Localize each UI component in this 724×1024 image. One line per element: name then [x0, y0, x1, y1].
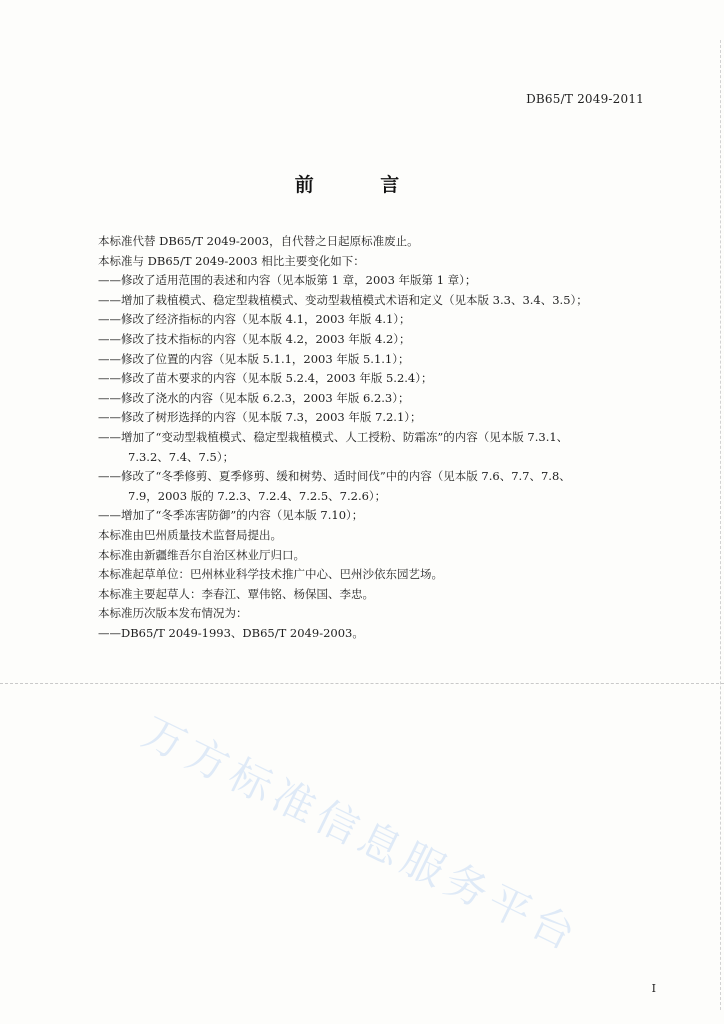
paragraph-line: 本标准与 DB65/T 2049-2003 相比主要变化如下： [98, 253, 365, 268]
scan-dashed-line [0, 683, 724, 684]
list-item: ——修改了树形选择的内容（见本版 7.3，2003 年版 7.2.1）； [98, 410, 422, 425]
list-item-continuation: 7.3.2、7.4、7.5）； [128, 449, 235, 464]
list-item: ——修改了“冬季修剪、夏季修剪、缓和树势、适时间伐”中的内容（见本版 7.6、7.7、7.8、 [98, 469, 571, 484]
paragraph-line: 本标准代替 DB65/T 2049-2003，自代替之日起原标准废止。 [98, 234, 419, 248]
list-item-continuation: 7.9，2003 版的 7.2.3、7.2.4、7.2.5、7.2.6）； [128, 488, 387, 503]
paragraph-line: 本标准起草单位：巴州林业科学技术推广中心、巴州沙依东园艺场。 [98, 567, 443, 582]
list-item: ——增加了“变动型栽植模式、稳定型栽植模式、人工授粉、防霜冻”的内容（见本版 7.3.1、 [98, 429, 569, 444]
list-item: ——修改了苗木要求的内容（见本版 5.2.4，2003 年版 5.2.4）； [98, 371, 433, 386]
page-number: I [651, 982, 656, 995]
paragraph-line: 本标准历次版本发布情况为： [98, 606, 248, 621]
paragraph-line: 本标准由巴州质量技术监督局提出。 [98, 527, 282, 542]
foreword-body [98, 232, 668, 643]
page-title: 前 言 [294, 174, 430, 196]
list-item: ——修改了经济指标的内容（见本版 4.1，2003 年版 4.1）； [98, 312, 411, 327]
list-item: ——增加了“冬季冻害防御”的内容（见本版 7.10）； [98, 508, 364, 523]
list-item: ——修改了位置的内容（见本版 5.1.1，2003 年版 5.1.1）； [98, 351, 410, 366]
document-code: DB65/T 2049-2011 [526, 92, 644, 106]
list-item: ——DB65/T 2049-1993、DB65/T 2049-2003。 [98, 625, 364, 640]
list-item: ——修改了适用范围的表述和内容（见本版第 1 章，2003 年版第 1 章）； [98, 273, 477, 288]
list-item: ——修改了技术指标的内容（见本版 4.2，2003 年版 4.2）； [98, 331, 411, 346]
list-item: ——增加了栽植模式、稳定型栽植模式、变动型栽植模式术语和定义（见本版 3.3、3.4、3.5）； [98, 292, 588, 307]
list-item: ——修改了浇水的内容（见本版 6.2.3，2003 年版 6.2.3）； [98, 390, 410, 405]
watermark: 万方标准信息服务平台 [135, 707, 588, 962]
paragraph-line: 本标准由新疆维吾尔自治区林业厅归口。 [98, 547, 305, 562]
paragraph-line: 本标准主要起草人：李春江、覃伟铭、杨保国、李忠。 [98, 586, 374, 601]
